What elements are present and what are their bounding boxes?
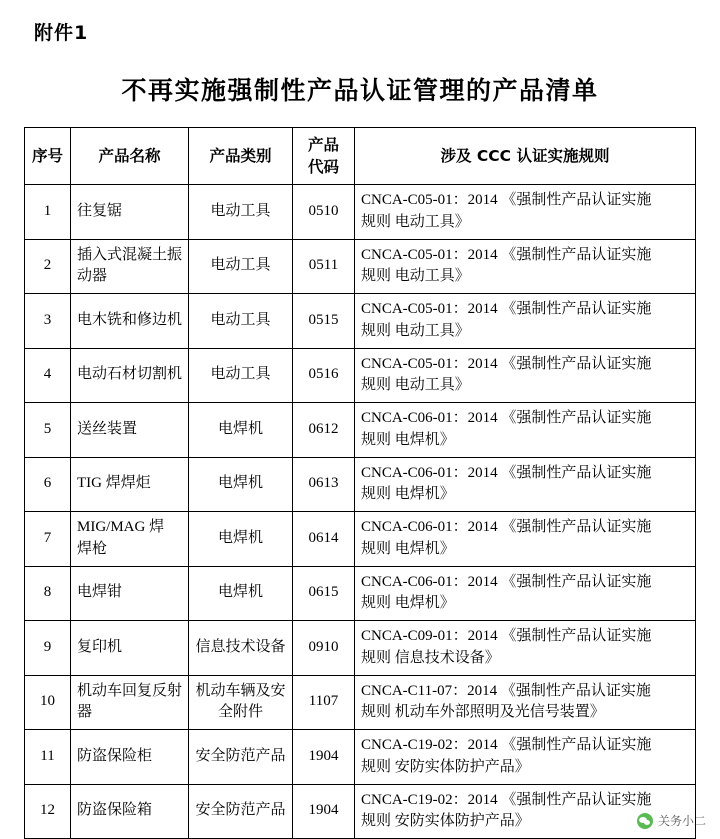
table-row (25, 403, 696, 458)
cell-product-category: 电动工具 (189, 185, 293, 240)
cell-product-category: 信息技术设备 (189, 621, 293, 676)
cell-ccc-rule (355, 566, 696, 621)
header-seq: 序号 (25, 128, 71, 185)
cell-product-code: 0515 (293, 294, 355, 349)
cell-seq: 10 (25, 675, 71, 730)
cell-ccc-rule (355, 621, 696, 676)
cell-seq: 2 (25, 239, 71, 294)
product-list-table (24, 127, 696, 839)
ccc-rule-line1: CNCA-C19-02：2014 《强制性产品认证实施 (361, 737, 652, 753)
cell-ccc-rule (355, 185, 696, 240)
ccc-rule-line2: 规则 电焊机》 (361, 431, 455, 448)
ccc-rule-line2: 规则 信息技术设备》 (361, 649, 500, 666)
cell-product-category: 安全防范产品 (189, 784, 293, 839)
cell-product-name: 机动车回复反射器 (71, 675, 189, 730)
cell-product-code: 0510 (293, 185, 355, 240)
ccc-rule-line1: CNCA-C05-01：2014 《强制性产品认证实施 (361, 301, 652, 317)
cell-product-code: 0511 (293, 239, 355, 294)
cell-product-category: 电焊机 (189, 512, 293, 567)
cell-seq: 8 (25, 566, 71, 621)
cell-seq: 12 (25, 784, 71, 839)
ccc-rule-line2: 规则 电动工具》 (361, 322, 470, 339)
ccc-rule-line1: CNCA-C06-01：2014 《强制性产品认证实施 (361, 410, 652, 426)
ccc-rule-line2: 规则 电动工具》 (361, 213, 470, 230)
cell-seq: 7 (25, 512, 71, 567)
watermark (637, 812, 706, 829)
header-code-line2: 代码 (307, 158, 339, 176)
table-row (25, 512, 696, 567)
cell-product-name: 防盗保险柜 (71, 730, 189, 785)
cell-seq: 3 (25, 294, 71, 349)
table-row (25, 294, 696, 349)
cell-seq: 4 (25, 348, 71, 403)
cell-product-code: 0612 (293, 403, 355, 458)
ccc-rule-line2: 规则 安防实体防护产品》 (361, 758, 530, 775)
cell-product-category: 电动工具 (189, 348, 293, 403)
header-code (293, 128, 355, 185)
ccc-rule-line1: CNCA-C09-01：2014 《强制性产品认证实施 (361, 628, 652, 644)
cell-product-name: 防盗保险箱 (71, 784, 189, 839)
ccc-rule-line2: 规则 机动车外部照明及光信号装置》 (361, 704, 605, 721)
cell-ccc-rule (355, 457, 696, 512)
cell-seq: 11 (25, 730, 71, 785)
cell-seq: 9 (25, 621, 71, 676)
cell-ccc-rule (355, 294, 696, 349)
cell-product-name: 电动石材切割机 (71, 348, 189, 403)
watermark-text: 关务小二 (657, 814, 706, 828)
header-rule: 涉及 CCC 认证实施规则 (355, 128, 696, 185)
ccc-rule-line1: CNCA-C06-01：2014 《强制性产品认证实施 (361, 519, 652, 535)
cell-product-name: 送丝装置 (71, 403, 189, 458)
header-name: 产品名称 (71, 128, 189, 185)
cell-seq: 6 (25, 457, 71, 512)
cell-ccc-rule (355, 348, 696, 403)
table-row (25, 239, 696, 294)
cell-product-category: 电焊机 (189, 403, 293, 458)
cell-product-code: 0910 (293, 621, 355, 676)
cell-product-name: 复印机 (71, 621, 189, 676)
table-row (25, 185, 696, 240)
table-body (25, 185, 696, 839)
table-row (25, 621, 696, 676)
table-row (25, 784, 696, 839)
ccc-rule-line1: CNCA-C05-01：2014 《强制性产品认证实施 (361, 192, 652, 208)
cell-product-category: 电焊机 (189, 566, 293, 621)
wechat-icon (637, 813, 653, 829)
ccc-rule-line1: CNCA-C06-01：2014 《强制性产品认证实施 (361, 464, 652, 481)
table-row (25, 675, 696, 730)
cell-product-name: 插入式混凝土振动器 (71, 239, 189, 294)
cell-ccc-rule (355, 730, 696, 785)
cell-product-name: MIG/MAG 焊 焊枪 (71, 512, 189, 567)
cell-seq: 5 (25, 403, 71, 458)
ccc-rule-line1: CNCA-C06-01：2014 《强制性产品认证实施 (361, 573, 652, 590)
cell-product-code: 1904 (293, 784, 355, 839)
header-category: 产品类别 (189, 128, 293, 185)
cell-product-name: TIG 焊焊炬 (71, 457, 189, 512)
cell-seq: 1 (25, 185, 71, 240)
cell-ccc-rule (355, 239, 696, 294)
cell-product-code: 0614 (293, 512, 355, 567)
ccc-rule-line1: CNCA-C19-02：2014 《强制性产品认证实施 (361, 791, 652, 808)
cell-ccc-rule (355, 512, 696, 567)
cell-product-code: 0613 (293, 457, 355, 512)
table-header-row (25, 128, 696, 185)
ccc-rule-line2: 规则 电焊机》 (361, 540, 455, 557)
cell-product-code: 0516 (293, 348, 355, 403)
cell-product-code: 1107 (293, 675, 355, 730)
table-row (25, 730, 696, 785)
table-row (25, 566, 696, 621)
attachment-label: 附件1 (34, 22, 89, 44)
table-row (25, 457, 696, 512)
cell-product-category: 安全防范产品 (189, 730, 293, 785)
cell-ccc-rule (355, 403, 696, 458)
ccc-rule-line1: CNCA-C11-07：2014 《强制性产品认证实施 (361, 682, 651, 699)
cell-product-category: 机动车辆及安全附件 (189, 675, 293, 730)
ccc-rule-line1: CNCA-C05-01：2014 《强制性产品认证实施 (361, 355, 652, 372)
cell-product-name: 往复锯 (71, 185, 189, 240)
ccc-rule-line2: 规则 安防实体防护产品》 (361, 813, 530, 830)
ccc-rule-line2: 规则 电焊机》 (361, 595, 455, 612)
ccc-rule-line2: 规则 电动工具》 (361, 377, 470, 394)
cell-product-code: 1904 (293, 730, 355, 785)
cell-product-category: 电焊机 (189, 457, 293, 512)
cell-product-category: 电动工具 (189, 239, 293, 294)
cell-ccc-rule (355, 675, 696, 730)
table-row (25, 348, 696, 403)
page-title: 不再实施强制性产品认证管理的产品清单 (121, 76, 599, 105)
cell-product-category: 电动工具 (189, 294, 293, 349)
ccc-rule-line1: CNCA-C05-01：2014 《强制性产品认证实施 (361, 246, 652, 263)
ccc-rule-line2: 规则 电焊机》 (361, 486, 455, 503)
ccc-rule-line2: 规则 电动工具》 (361, 268, 470, 285)
header-code-line1: 产品 (307, 135, 339, 154)
cell-product-name: 电木铣和修边机 (71, 294, 189, 349)
cell-product-name: 电焊钳 (71, 566, 189, 621)
cell-product-code: 0615 (293, 566, 355, 621)
